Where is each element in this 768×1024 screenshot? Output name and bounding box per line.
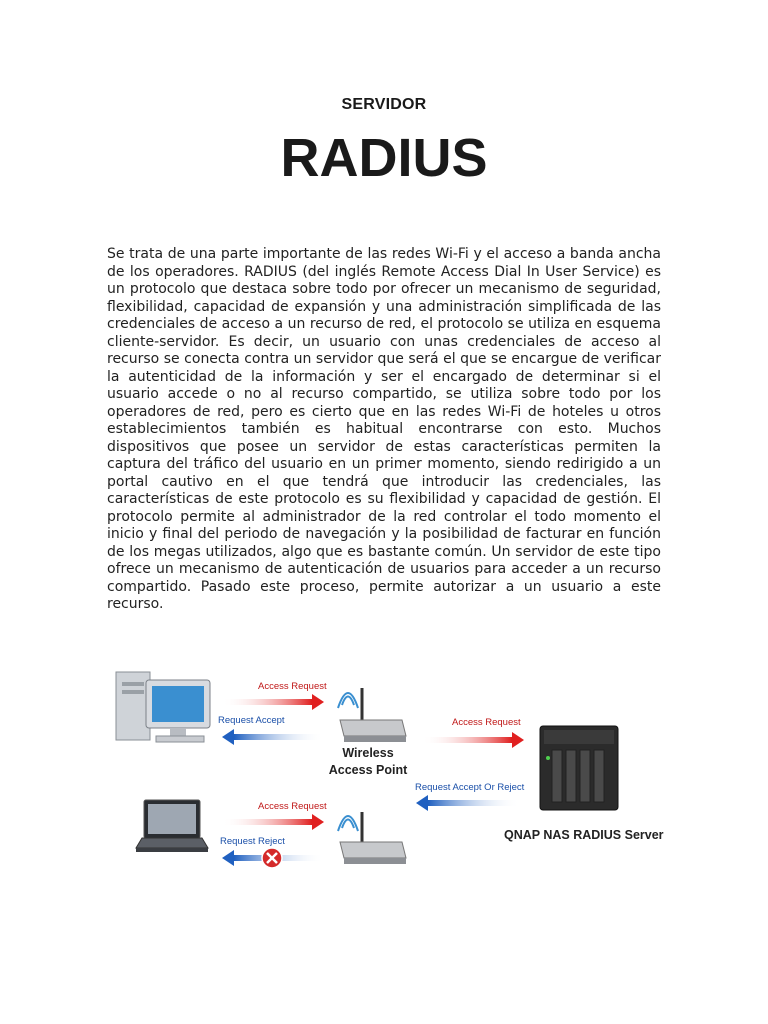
label-access-request-top: Access Request	[258, 681, 327, 692]
access-point-bottom-icon	[338, 812, 406, 864]
body-paragraph: Se trata de una parte importante de las redes Wi-Fi y el acceso a banda ancha de los operadores. RADIUS (del inglés Remote Access Dial In User Service) es un protocolo que destaca sobre todo por ofrecer un mecanismo de seguridad, flexibilidad, capacidad de expansión y una administración simplificada de las credenciales de acceso a un recurso de red, el protocolo se utiliza en esquema cliente-servidor. Es decir, un usuario con unas credenciales de acceso al recurso se conecta contra un servidor que será el que se encargue de verificar la autenticidad de la información y ser el encargado de determinar si el usuario accede o no al recurso compartido, se utiliza sobre todo por los operadores de red, pero es cierto que en las redes Wi-Fi de hoteles u otros establecimientos también es habitual encontrarse con esto. Muchos dispositivos que posee un servidor de estas características permiten la captura del tráfico del usuario en un primer momento, siendo redirigido a un portal cautivo en el que tendrá que introducir las credenciales, las características de este protocolo es su flexibilidad y capacidad de gestión. El protocolo permite al administrador de la red controlar el todo momento el inicio y final del periodo de navegación y la posibilidad de facturar en función de los megas utilizados, algo que es bastante común. Un servidor de este tipo ofrece un mecanismo de autenticación de usuarios para acceder a un recurso compartido. Pasado este proceso, permite autorizar a un usuario a este recurso.	[107, 246, 661, 612]
arrow-access-request-top	[222, 694, 324, 710]
document-subtitle: SERVIDOR	[341, 96, 427, 113]
arrow-request-accept-or-reject	[416, 795, 520, 811]
arrow-access-request-mid	[422, 732, 524, 748]
label-access-request-bottom: Access Request	[258, 801, 327, 812]
label-server: QNAP NAS RADIUS Server	[504, 828, 664, 842]
document-title: RADIUS	[280, 128, 488, 188]
label-request-accept: Request Accept	[218, 715, 285, 726]
label-request-accept-or-reject: Request Accept Or Reject	[415, 782, 525, 793]
label-access-request-mid: Access Request	[452, 717, 521, 728]
label-access-point-line2: Access Point	[328, 763, 408, 777]
desktop-computer-icon	[116, 672, 210, 742]
laptop-icon	[136, 800, 208, 852]
arrow-request-accept	[222, 729, 324, 745]
reject-x-icon	[262, 848, 282, 868]
nas-server-icon	[540, 726, 618, 810]
arrow-access-request-bottom	[222, 814, 324, 830]
radius-network-diagram	[112, 650, 664, 875]
access-point-top-icon	[338, 688, 406, 742]
label-access-point-line1: Wireless	[342, 746, 394, 760]
label-request-reject: Request Reject	[220, 836, 285, 847]
